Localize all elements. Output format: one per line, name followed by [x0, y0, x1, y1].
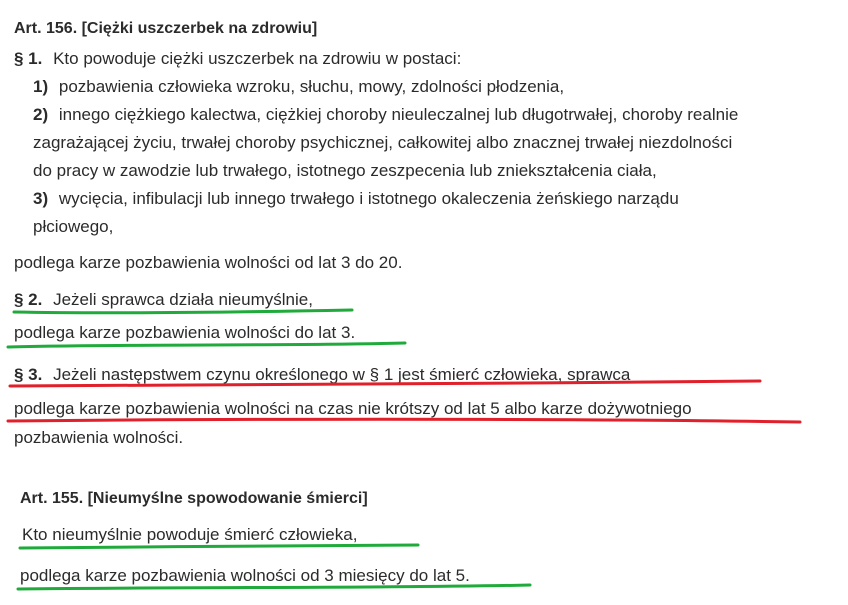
item-number: 2) [33, 105, 49, 124]
item-number: 1) [33, 77, 49, 96]
item-text: wycięcia, infibulacji lub innego trwałego i istotnego okaleczenia żeńskiego narządu [58, 189, 679, 208]
art156-p2-text: Jeżeli sprawca działa nieumyślnie, [53, 290, 313, 309]
item-text-continuation: płciowego, [33, 217, 114, 236]
art156-p1-label: § 1. [14, 49, 43, 68]
item-text: innego ciężkiego kalectwa, ciężkiej choroby nieuleczalnej lub długotrwałej, choroby realnie [58, 105, 739, 124]
art155-penalty: podlega karze pozbawienia wolności od 3 miesięcy do lat 5. [20, 566, 470, 585]
art156-p2-label: § 2. [14, 290, 43, 309]
art156-p2-row [14, 289, 313, 311]
art156-p3-row [14, 364, 630, 386]
art156-p1-penalty: podlega karze pozbawienia wolności od lat 3 do 20. [14, 253, 403, 272]
art156-p3-penalty: podlega karze pozbawienia wolności na czas nie krótszy od lat 5 albo karze dożywotniego [14, 399, 692, 418]
art155-heading: Art. 155. [Nieumyślne spowodowanie śmierci] [20, 490, 368, 507]
art156-p1-text: Kto powoduje ciężki uszczerbek na zdrowiu w postaci: [53, 49, 462, 68]
art156-p3-label: § 3. [14, 365, 43, 384]
art156-item-3 [33, 188, 679, 210]
art156-p3-penalty-continuation: pozbawienia wolności. [14, 428, 184, 447]
art156-p2-penalty: podlega karze pozbawienia wolności do lat 3. [14, 323, 356, 342]
art156-p1-row [14, 48, 461, 70]
art155-text: Kto nieumyślnie powoduje śmierć człowieka, [22, 525, 358, 544]
art156-heading: Art. 156. [Ciężki uszczerbek na zdrowiu] [14, 20, 318, 37]
art156-item-2 [33, 104, 738, 126]
item-number: 3) [33, 189, 49, 208]
item-text-continuation: do pracy w zawodzie lub trwałego, istotnego zeszpecenia lub zniekształcenia ciała, [33, 161, 657, 180]
art156-item-1 [33, 76, 564, 98]
art156-p3-text: Jeżeli następstwem czynu określonego w § 1 jest śmierć człowieka, sprawca [53, 365, 631, 384]
item-text-continuation: zagrażającej życiu, trwałej choroby psychicznej, całkowitej albo znacznej trwałej niezdolności [33, 133, 733, 152]
item-text: pozbawienia człowieka wzroku, słuchu, mowy, zdolności płodzenia, [58, 77, 565, 96]
